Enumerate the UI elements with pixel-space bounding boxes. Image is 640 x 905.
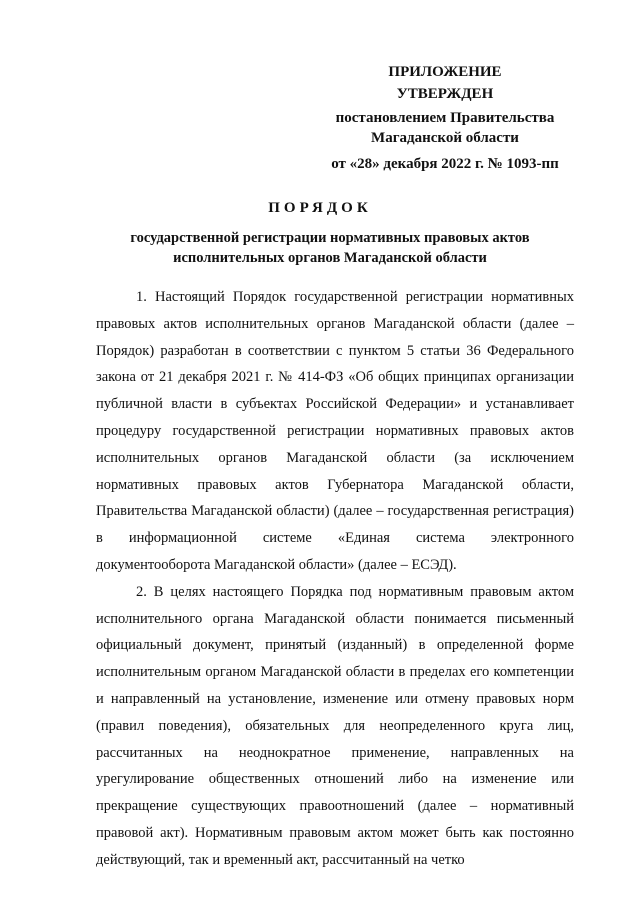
approval-line-2: Магаданской области xyxy=(371,130,519,146)
document-title: ПОРЯДОК xyxy=(268,200,372,216)
approval-date-line: от «28» декабря 2022 г. № 1093-пп xyxy=(331,156,559,172)
approval-header xyxy=(300,62,590,174)
subtitle-line-1: государственной регистрации нормативных правовых актов xyxy=(130,230,530,246)
subtitle-line-2: исполнительных органов Магаданской области xyxy=(173,250,487,266)
appendix-label: ПРИЛОЖЕНИЕ xyxy=(388,64,502,80)
approved-label: УТВЕРЖДЕН xyxy=(396,86,494,102)
document-body xyxy=(96,284,574,874)
approval-line-1: постановлением Правительства xyxy=(335,110,555,126)
paragraph-2: 2. В целях настоящего Порядка под нормативным правовым актом исполнительного органа Магаданской области понимается письменный официальный документ, принятый (изданный) в определенной форме исполнительным органом Магаданской области в пределах его компетенции и направленный на установление, изменение или отмену правовых норм (правил поведения), обязательных для неопределенного круга лиц, рассчитанных на неоднократное применение, направленных на урегулирование общественных отношений либо на изменение или прекращение существующих правоотношений (далее – нормативный правовой акт). Нормативным правовым актом может быть как постоянно действующий, так и временный акт, рассчитанный на четко xyxy=(96,583,574,868)
paragraph-1: 1. Настоящий Порядок государственной регистрации нормативных правовых актов исполнительных органов Магаданской области (далее – Порядок) разработан в соответствии с пунктом 5 статьи 36 Федерального закона от 21 декабря 2021 г. № 414-ФЗ «Об общих принципах организации публичной власти в субъектах Российской Федерации» и устанавливает процедуру государственной регистрации нормативных правовых актов исполнительных органов Магаданской области (за исключением нормативных правовых актов Губернатора Магаданской области, Правительства Магаданской области) (далее – государственная регистрация) в информационной системе «Единая система электронного документооборота Магаданской области» (далее – ЕСЭД). xyxy=(96,289,574,573)
document-subtitle xyxy=(60,228,600,268)
